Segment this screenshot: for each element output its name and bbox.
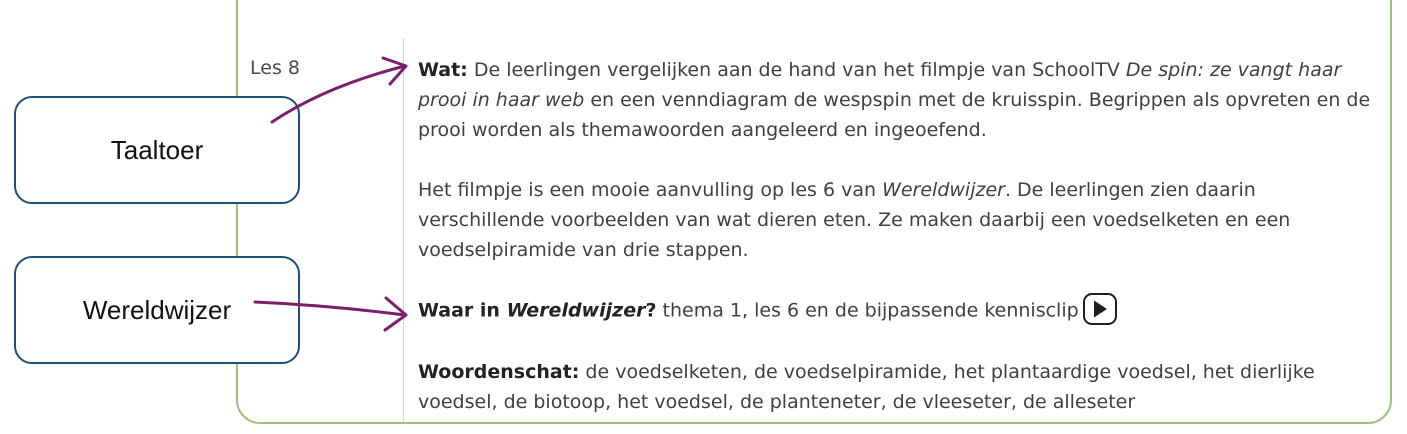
arrow-icon [255, 298, 406, 330]
arrow-icon [272, 58, 406, 122]
waar-label-italic: Wereldwijzer [506, 299, 646, 322]
callout-wereldwijzer: Wereldwijzer [14, 256, 300, 364]
wat-text-2: en een venndiagram de wespspin met de kruisspin. Begrippen als opvreten en de prooi worden als themawoorden aangeleerd en ingeoefend. [418, 89, 1371, 141]
woordenschat-label: Woordenschat: [418, 361, 580, 383]
filmpje-text-1: Het filmpje is een mooie aanvulling op les 6 van [418, 179, 883, 201]
waar-label-1: Waar in [418, 299, 507, 322]
lesson-label: Les 8 [250, 57, 300, 79]
waar-label-2: ? [645, 299, 657, 322]
wat-film-title: De spin: ze vangt haar prooi in haar web [418, 59, 1342, 111]
woordenschat-text: de voedselketen, de voedselpiramide, het plantaardige voedsel, het dierlijke voedsel, de biotoop, het voedsel, de planteneter, de vleeseter, de alleseter [418, 361, 1315, 413]
wat-label: Wat: [418, 59, 468, 81]
waar-text: thema 1, les 6 en de bijpassende kennisclip [656, 299, 1079, 322]
filmpje-italic: Wereldwijzer [882, 179, 1005, 201]
wat-text-1: De leerlingen vergelijken aan de hand van het filmpje van SchoolTV [467, 59, 1126, 81]
callout-taaltoer: Taaltoer [14, 96, 300, 204]
filmpje-text-2: . De leerlingen zien daarin verschillende voorbeelden van wat dieren eten. Ze maken daarbij een voedselketen en een voedselpiramide van drie stappen. [418, 179, 1291, 261]
